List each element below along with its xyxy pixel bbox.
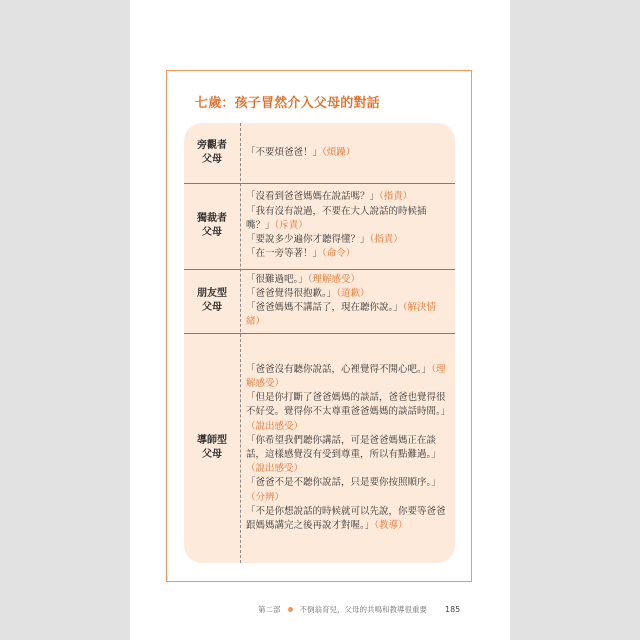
row-label: [184, 333, 240, 563]
dialogue-line: 「爸爸沒有聽你說話，心裡覺得不開心吧。」（理解感受）: [246, 363, 446, 389]
response-type-tag: （分辨）: [246, 491, 285, 503]
row-content: [246, 123, 449, 183]
row-label-line: 父母: [202, 154, 222, 165]
bullet-dot-icon: [288, 607, 293, 612]
response-type-tag: （斥責）: [274, 219, 308, 231]
row-label: [184, 123, 240, 183]
response-type-tag: （理解感受）: [246, 363, 446, 389]
dialogue-line: 「很難過吧。」（理解感受）: [246, 273, 361, 285]
footer-chapter-title: 不倒翁育兒，父母的共鳴和教導很重要: [299, 605, 427, 614]
response-type-tag: （理解感受）: [307, 273, 361, 285]
row-label-line: 獨裁者: [197, 213, 227, 224]
page-footer: [258, 604, 460, 615]
response-type-tag: （道歉）: [336, 287, 370, 299]
response-type-tag: （命令）: [322, 248, 356, 260]
table-row-friend-parent: [184, 269, 455, 334]
row-content: [246, 183, 449, 269]
dialogue-line: 「爸爸不是不聽你說話，只是要你按照順序。」（分辨）: [246, 477, 441, 503]
dialogue-line: 「不是你想說話的時候就可以先說，你要等爸爸跟媽媽講完之後再說才對喔。」（教導）: [246, 505, 446, 532]
row-label: [184, 269, 240, 333]
row-label-line: 導師型: [197, 435, 227, 446]
response-type-tag: （指責）: [369, 234, 403, 246]
response-type-tag: （指責）: [379, 191, 413, 203]
row-label-line: 父母: [202, 449, 222, 460]
row-label-line: 旁觀者: [197, 140, 227, 151]
dialogue-line: 「爸爸覺得很抱歉。」（道歉）: [246, 287, 370, 299]
table-row-bystander-parent: [184, 123, 455, 184]
section-title: 七歲：孩子冒然介入父母的對話: [195, 96, 380, 111]
response-type-tag: （煩躁）: [322, 146, 356, 158]
row-label-line: 朋友型: [197, 288, 227, 299]
row-label-line: 父母: [202, 302, 222, 313]
response-type-tag: （說出感受）: [246, 463, 304, 475]
row-label-line: 父母: [202, 227, 222, 238]
dialogue-table: [184, 123, 455, 563]
dialogue-line: 「你希望我們聽你講話，可是爸爸媽媽正在談話，這樣感覺沒有受到尊重，所以有點難過。」（說出感受）: [246, 434, 441, 475]
dialogue-line: 「但是你打斷了爸爸媽媽的談話，爸爸也覺得很不好受。覺得你不太尊重爸爸媽媽的談話時間。」（說出感受）: [246, 392, 451, 432]
row-label: [184, 183, 240, 269]
dialogue-line: 「沒看到爸爸媽媽在說話嗎？」（指責）: [246, 191, 413, 203]
response-type-tag: （說出感受）: [246, 420, 304, 432]
book-page: [130, 0, 510, 640]
dialogue-line: 「爸爸媽媽不講話了，現在聽你說。」（解決情緒）: [246, 302, 437, 328]
row-content: [246, 269, 449, 333]
dialogue-line: 「要說多少遍你才聽得懂？」（指責）: [246, 234, 403, 246]
dialogue-line: 「我有沒有說過，不要在大人說話的時候插嘴？」（斥責）: [246, 205, 427, 231]
page-number: 185: [445, 605, 461, 614]
response-type-tag: （教導）: [374, 520, 408, 532]
row-content: [246, 333, 449, 563]
response-type-tag: （解決情緒）: [246, 302, 437, 328]
footer-part-label: 第二部: [258, 605, 281, 614]
dialogue-line: 「不要煩爸爸！」（煩躁）: [246, 146, 356, 158]
content-box: [166, 70, 472, 582]
dialogue-line: 「在一旁等著！」（命令）: [246, 248, 356, 260]
table-row-mentor-parent: [184, 333, 455, 563]
table-row-dictator-parent: [184, 183, 455, 270]
